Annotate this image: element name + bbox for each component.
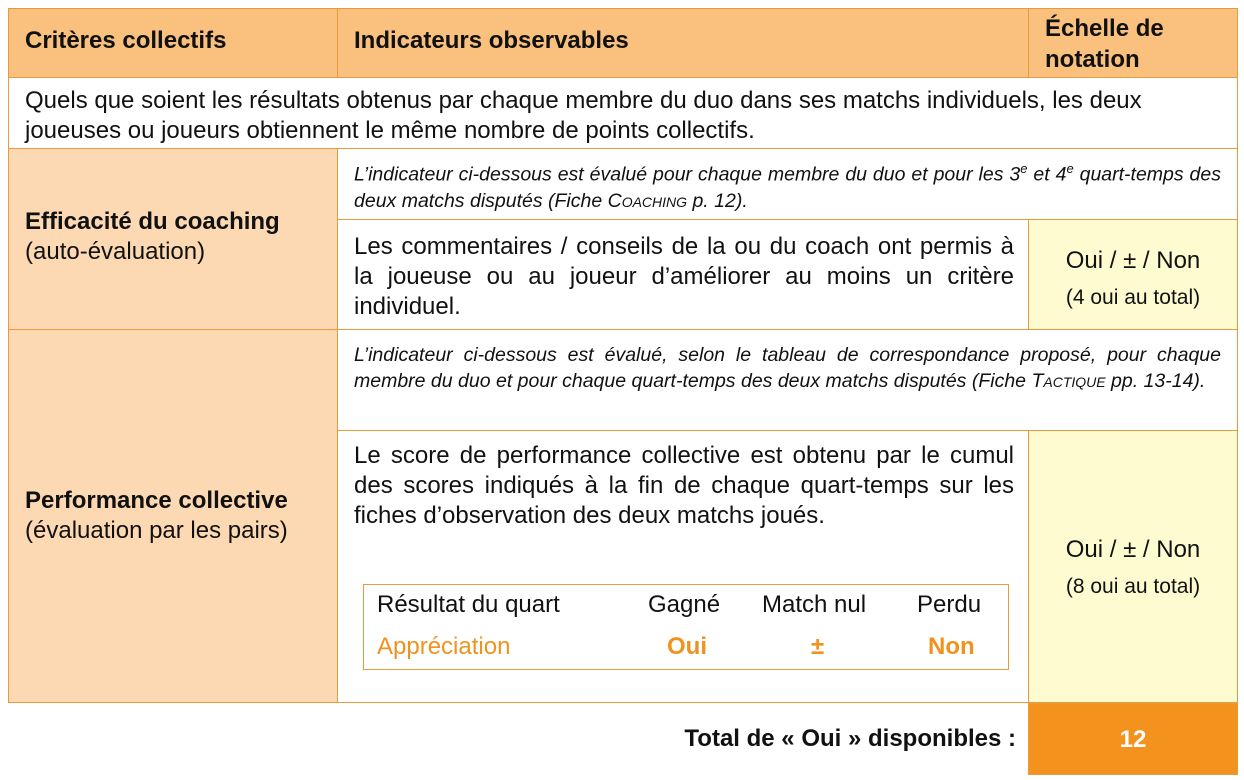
performance-note-ref: Tactique xyxy=(1031,370,1106,392)
corr-appreciation-mixed: ± xyxy=(811,633,825,660)
header-col-indicators xyxy=(337,8,1029,78)
total-value-cell xyxy=(1028,703,1238,775)
header-col-criteria xyxy=(8,8,338,78)
header-indicators-label: Indicateurs observables xyxy=(354,27,629,54)
coaching-indicator-cell xyxy=(337,219,1029,330)
performance-note-text2: pp. 13-14). xyxy=(1105,370,1206,392)
coaching-subtitle: (auto-évaluation) xyxy=(25,238,206,265)
header-criteria-label: Critères collectifs xyxy=(25,27,227,54)
coaching-scale-note: (4 oui au total) xyxy=(1065,286,1201,309)
coaching-note xyxy=(337,148,1238,220)
coaching-note-text4: p. 12). xyxy=(687,189,748,212)
corr-appreciation-yes: Oui xyxy=(667,633,707,660)
intro-text: Quels que soient les résultats obtenus par chaque membre du duo dans ses matchs individuels, les deux joueuses ou joueurs obtiennent le même nombre de points collectifs. xyxy=(25,87,1142,144)
corr-result-won: Gagné xyxy=(648,591,721,618)
performance-scale-note: (8 oui au total) xyxy=(1065,575,1201,598)
corr-result-label: Résultat du quart xyxy=(377,591,560,618)
corr-result-draw: Match nul xyxy=(762,591,867,618)
coaching-scale-cell xyxy=(1028,219,1238,330)
coaching-indicator: Les commentaires / conseils de la ou du coach ont permis à la joueuse ou au joueur d’améliorer au moins un critère individuel. xyxy=(354,233,1014,320)
coaching-note-text3: quart-temps des deux matchs disputés (Fiche xyxy=(354,163,1222,212)
corr-appreciation-no: Non xyxy=(928,633,975,660)
corr-appreciation-label: Appréciation xyxy=(377,633,511,660)
intro-row xyxy=(8,77,1238,149)
coaching-note-ref: Coaching xyxy=(607,189,688,212)
performance-title: Performance collective xyxy=(25,487,288,514)
performance-note-text1: L’indicateur ci-dessous est évalué, selon le tableau de correspondance proposé, pour chaque membre du duo et pour chaque quart-temps des deux matchs disputés (Fiche xyxy=(354,344,1221,392)
coaching-criterion-cell xyxy=(8,148,338,330)
coaching-title: Efficacité du coaching xyxy=(25,208,280,235)
performance-scale: Oui / ± / Non xyxy=(1065,536,1201,563)
coaching-note-sup1: e xyxy=(1020,161,1028,176)
coaching-scale: Oui / ± / Non xyxy=(1065,247,1201,274)
performance-scale-cell xyxy=(1028,430,1238,703)
performance-indicator: Le score de performance collective est obtenu par le cumul des scores indiqués à la fin de chaque quart-temps sur les fiches d’observation des deux matchs joués. xyxy=(354,442,1014,529)
coaching-note-sup2: e xyxy=(1066,161,1074,176)
total-label: Total de « Oui » disponibles : xyxy=(684,725,1016,752)
corr-result-lost: Perdu xyxy=(917,591,982,618)
corr-row-appreciation xyxy=(364,633,1008,667)
header-col-scale xyxy=(1028,8,1238,78)
performance-criterion-cell xyxy=(8,329,338,703)
corr-row-result xyxy=(364,591,1008,625)
coaching-note-text1: L’indicateur ci-dessous est évalué pour chaque membre du duo et pour les 3 xyxy=(354,163,1021,186)
header-scale-label: Échelle de notation xyxy=(1045,15,1164,73)
performance-note xyxy=(337,329,1238,431)
coaching-note-text2: et 4 xyxy=(1027,163,1067,186)
performance-subtitle: (évaluation par les pairs) xyxy=(25,517,288,544)
total-value: 12 xyxy=(1119,726,1147,753)
correspondence-table xyxy=(363,584,1009,670)
